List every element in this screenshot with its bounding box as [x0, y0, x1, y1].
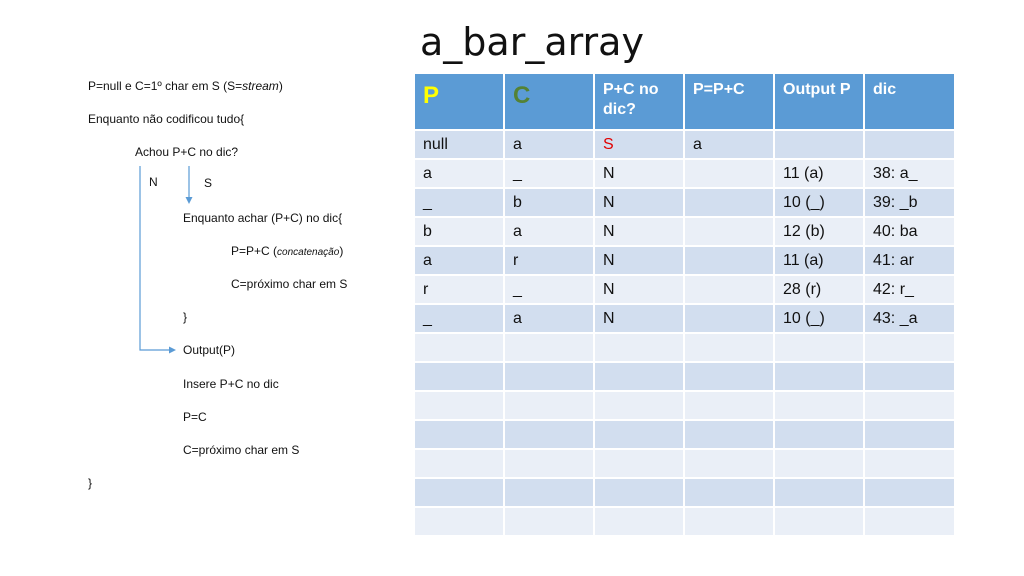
- cell-c: [504, 507, 594, 536]
- table-row: [414, 507, 955, 536]
- algo-line-next-char-inner: C=próximo char em S: [231, 277, 348, 291]
- table-row: [414, 304, 955, 333]
- cell-p-equals-pc: [684, 159, 774, 188]
- table-row: [414, 217, 955, 246]
- cell-c: a: [504, 130, 594, 159]
- n-branch-arrowhead: [169, 347, 176, 354]
- algo-concat-text: P=P+C (: [231, 244, 278, 258]
- cell-in-dic: [594, 507, 684, 536]
- header-dic: dic: [864, 73, 955, 130]
- algo-line-next-char: C=próximo char em S: [183, 443, 300, 457]
- cell-dic: [864, 333, 955, 362]
- table-row: [414, 362, 955, 391]
- cell-c: _: [504, 275, 594, 304]
- cell-dic: 39: _b: [864, 188, 955, 217]
- header-in-dic: P+C no dic?: [594, 73, 684, 130]
- cell-output: [774, 333, 864, 362]
- cell-p: [414, 449, 504, 478]
- header-c: C: [504, 73, 594, 130]
- cell-p: null: [414, 130, 504, 159]
- cell-c: a: [504, 304, 594, 333]
- cell-p-equals-pc: [684, 478, 774, 507]
- algo-line-close-outer: }: [88, 476, 93, 490]
- cell-c: r: [504, 246, 594, 275]
- algo-init-suffix: ): [278, 79, 283, 93]
- branch-label-s: S: [204, 176, 213, 190]
- table-row: [414, 188, 955, 217]
- cell-output: [774, 362, 864, 391]
- cell-dic: 41: ar: [864, 246, 955, 275]
- cell-p: [414, 507, 504, 536]
- cell-in-dic: [594, 420, 684, 449]
- cell-output: [774, 449, 864, 478]
- table-row: [414, 159, 955, 188]
- cell-p: _: [414, 188, 504, 217]
- table-header-row: [414, 73, 955, 130]
- cell-c: [504, 420, 594, 449]
- cell-p-equals-pc: a: [684, 130, 774, 159]
- cell-in-dic: N: [594, 304, 684, 333]
- header-p: P: [414, 73, 504, 130]
- cell-in-dic: N: [594, 159, 684, 188]
- cell-c: [504, 478, 594, 507]
- cell-dic: [864, 478, 955, 507]
- algo-line-output: Output(P): [183, 343, 236, 357]
- cell-p: a: [414, 159, 504, 188]
- algo-line-insert: Insere P+C no dic: [183, 377, 279, 391]
- algo-init-text: P=null e C=1º char em S (S=: [88, 79, 243, 93]
- cell-output: [774, 391, 864, 420]
- cell-in-dic: [594, 478, 684, 507]
- cell-c: a: [504, 217, 594, 246]
- header-output: Output P: [774, 73, 864, 130]
- cell-p-equals-pc: [684, 420, 774, 449]
- algo-line-while: Enquanto não codificou tudo{: [88, 112, 245, 126]
- algo-line-close-inner: }: [183, 310, 188, 324]
- cell-c: b: [504, 188, 594, 217]
- s-branch-arrowhead: [186, 197, 193, 204]
- lzw-table: [413, 72, 956, 537]
- cell-output: 11 (a): [774, 246, 864, 275]
- cell-in-dic: [594, 449, 684, 478]
- table-row: [414, 449, 955, 478]
- cell-p: [414, 420, 504, 449]
- table-row: [414, 420, 955, 449]
- algo-init-italic: stream: [242, 79, 279, 93]
- cell-in-dic: N: [594, 246, 684, 275]
- cell-c: [504, 449, 594, 478]
- cell-p: b: [414, 217, 504, 246]
- cell-c: [504, 333, 594, 362]
- algo-line-concat: [231, 244, 343, 260]
- cell-in-dic: N: [594, 217, 684, 246]
- cell-output: 28 (r): [774, 275, 864, 304]
- cell-p-equals-pc: [684, 188, 774, 217]
- cell-output: [774, 507, 864, 536]
- cell-c: _: [504, 159, 594, 188]
- table-row: [414, 130, 955, 159]
- table-row: [414, 246, 955, 275]
- cell-dic: [864, 507, 955, 536]
- slide-title: a_bar_array: [420, 20, 644, 64]
- cell-dic: [864, 420, 955, 449]
- cell-in-dic: N: [594, 275, 684, 304]
- cell-dic: [864, 391, 955, 420]
- table-row: [414, 333, 955, 362]
- cell-c: [504, 362, 594, 391]
- cell-output: [774, 130, 864, 159]
- cell-in-dic: N: [594, 188, 684, 217]
- cell-output: 10 (_): [774, 188, 864, 217]
- algo-concat-suffix: ): [339, 244, 344, 258]
- algo-line-found: Achou P+C no dic?: [135, 145, 239, 159]
- cell-output: [774, 420, 864, 449]
- cell-dic: 40: ba: [864, 217, 955, 246]
- cell-output: 10 (_): [774, 304, 864, 333]
- algo-line-p-equals-c: P=C: [183, 410, 207, 424]
- cell-p: [414, 333, 504, 362]
- algorithm-panel: [0, 0, 400, 576]
- cell-p-equals-pc: [684, 391, 774, 420]
- cell-output: 11 (a): [774, 159, 864, 188]
- cell-dic: 42: r_: [864, 275, 955, 304]
- cell-output: 12 (b): [774, 217, 864, 246]
- header-p-equals-pc: P=P+C: [684, 73, 774, 130]
- cell-p-equals-pc: [684, 275, 774, 304]
- branch-label-n: N: [149, 175, 158, 189]
- algo-concat-italic: concatenação: [277, 247, 340, 258]
- cell-dic: [864, 449, 955, 478]
- cell-p: [414, 391, 504, 420]
- cell-p: [414, 362, 504, 391]
- cell-p: [414, 478, 504, 507]
- cell-p-equals-pc: [684, 217, 774, 246]
- table-row: [414, 275, 955, 304]
- cell-p: _: [414, 304, 504, 333]
- cell-p-equals-pc: [684, 304, 774, 333]
- algo-line-init: [88, 79, 283, 93]
- algo-line-inner-while: Enquanto achar (P+C) no dic{: [183, 211, 343, 225]
- cell-in-dic: [594, 391, 684, 420]
- cell-in-dic: S: [594, 130, 684, 159]
- cell-p-equals-pc: [684, 507, 774, 536]
- cell-p-equals-pc: [684, 362, 774, 391]
- table-row: [414, 391, 955, 420]
- cell-p-equals-pc: [684, 333, 774, 362]
- cell-dic: [864, 362, 955, 391]
- cell-p-equals-pc: [684, 449, 774, 478]
- cell-dic: 38: a_: [864, 159, 955, 188]
- table-row: [414, 478, 955, 507]
- cell-dic: [864, 130, 955, 159]
- cell-p: a: [414, 246, 504, 275]
- cell-output: [774, 478, 864, 507]
- cell-in-dic: [594, 362, 684, 391]
- cell-in-dic: [594, 333, 684, 362]
- cell-c: [504, 391, 594, 420]
- cell-dic: 43: _a: [864, 304, 955, 333]
- cell-p-equals-pc: [684, 246, 774, 275]
- n-branch-arrow: [140, 166, 172, 350]
- cell-p: r: [414, 275, 504, 304]
